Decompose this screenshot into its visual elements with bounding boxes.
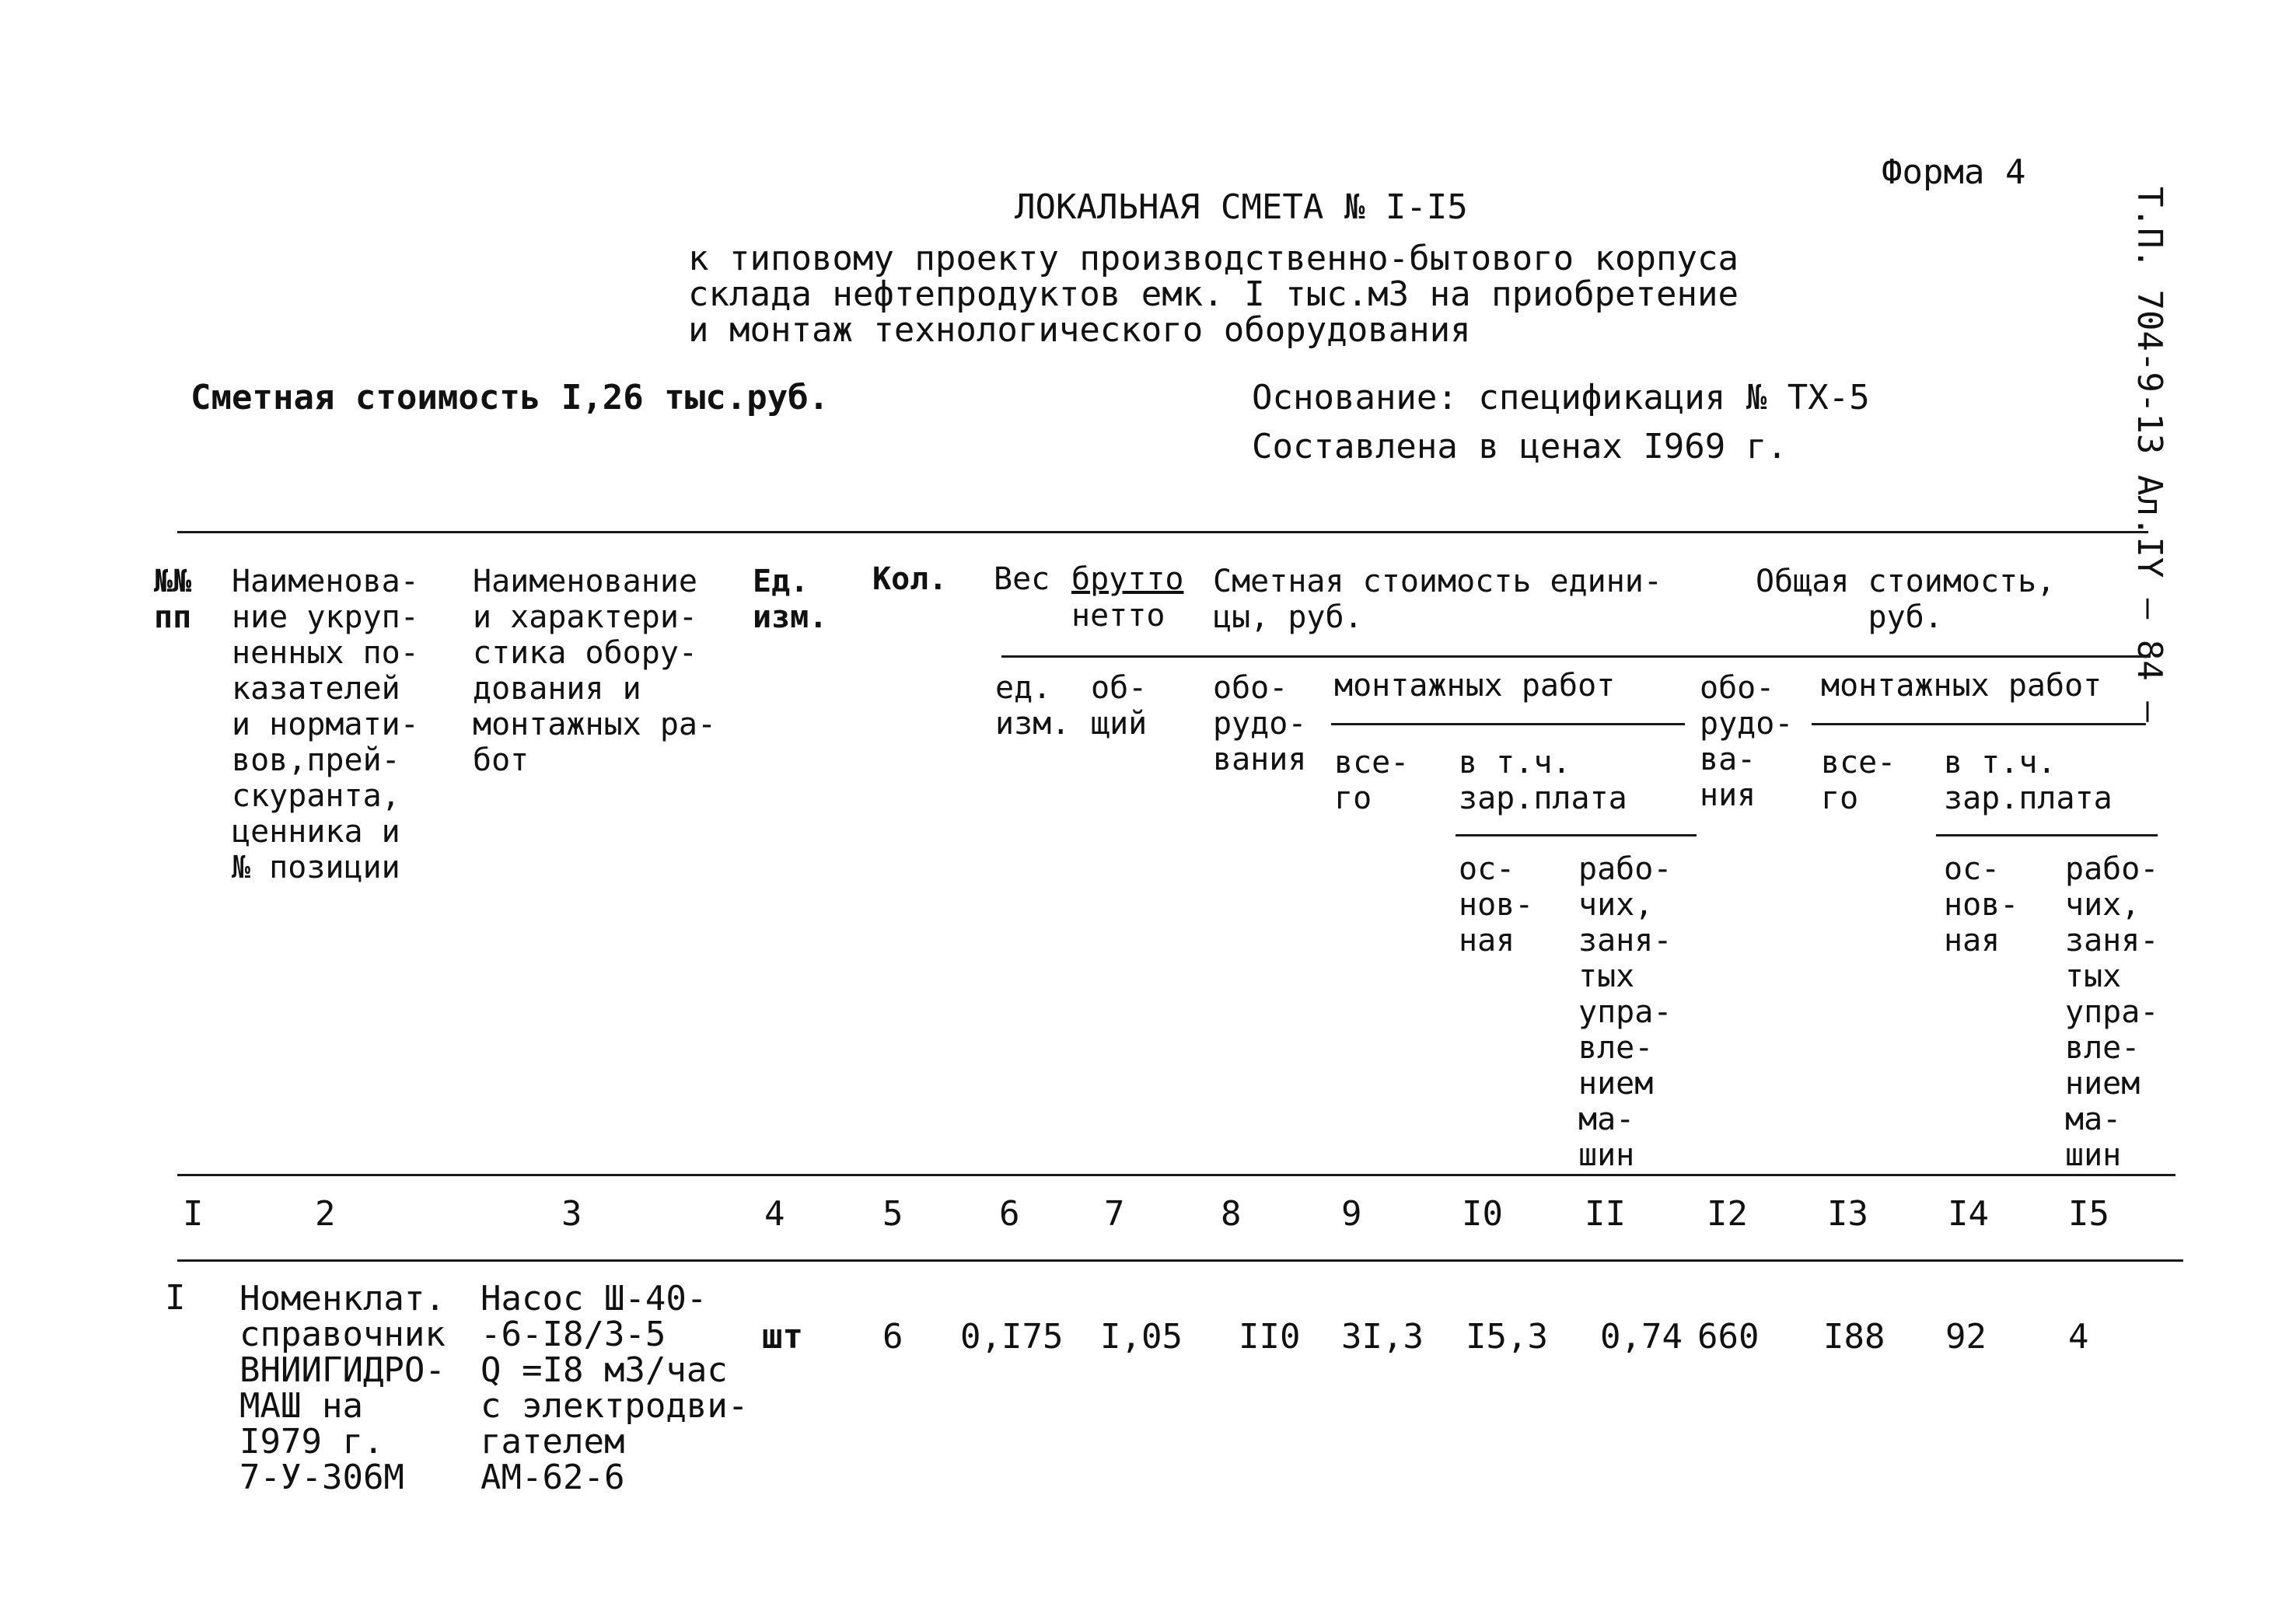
column-number: I0 — [1462, 1194, 1503, 1234]
total-all-header: все- го — [1821, 745, 1896, 816]
weight-label: Вес — [994, 561, 1050, 597]
col-header-nn: №№ пп — [154, 564, 192, 635]
row-mount-all-total: I88 — [1823, 1317, 1885, 1357]
column-number: I5 — [2068, 1194, 2109, 1234]
header-bottom-rule — [177, 1174, 2175, 1176]
row-name: Насос Ш-40- -6-I8/3-5 Q =I8 м3/час с электродви- гателем АМ-62-6 — [481, 1279, 749, 1497]
column-number: I2 — [1707, 1194, 1748, 1234]
unit-mount-header: монтажных работ — [1334, 668, 1616, 704]
column-number: I — [183, 1194, 204, 1234]
table-top-rule — [177, 531, 2148, 533]
side-stamp: Т.П. 704-9-13 Ал.IY — 84 — — [2130, 187, 2169, 722]
unit-cost-header: Сметная стоимость едини- цы, руб. — [1213, 564, 1662, 635]
form-number: Форма 4 — [1882, 152, 2026, 192]
weight-total-header: об- щий — [1091, 670, 1148, 742]
column-number: 5 — [882, 1194, 903, 1234]
unit-cost-subrule — [1001, 655, 2151, 658]
row-workers-unit: 0,74 — [1600, 1317, 1683, 1357]
column-number: 6 — [999, 1194, 1020, 1234]
total-wages-header: в т.ч. зар.плата — [1944, 745, 2113, 816]
basis-line: Основание: спецификация № ТХ-5 — [1252, 378, 1870, 417]
column-number: 3 — [561, 1194, 582, 1234]
total-cost-header: Общая стоимость, руб. — [1756, 564, 2056, 635]
row-unit: шт — [762, 1317, 803, 1357]
mount-rule-left — [1331, 723, 1685, 725]
row-basic-wage-total: 92 — [1945, 1317, 1987, 1357]
column-number: 7 — [1104, 1194, 1125, 1234]
row-reference: Номенклат. справочник ВНИИГИДРО- МАШ на I979 г. 7-У-306М — [239, 1279, 446, 1497]
weight-netto: нетто — [1071, 598, 1165, 634]
total-workers-header: рабо- чих, заня- тых упра- вле- нием ма- шин — [2065, 851, 2159, 1173]
numbers-bottom-rule — [177, 1259, 2183, 1262]
weight-brutto: брутто — [1071, 561, 1184, 597]
column-number: 8 — [1221, 1194, 1242, 1234]
column-number: II — [1585, 1194, 1626, 1234]
document-subtitle: к типовому проекту производственно-бытового корпуса склада нефтепродуктов емк. I тыс.м3 на приобретение и монтаж технологического оборудования — [688, 239, 1739, 350]
mount-rule-right — [1812, 723, 2146, 725]
total-equipment-header: обо- рудо- ва- ния — [1700, 670, 1794, 813]
unit-wages-header: в т.ч. зар.плата — [1459, 745, 1627, 816]
wages-rule-right — [1936, 834, 2158, 836]
unit-all-header: все- го — [1334, 745, 1410, 816]
weight-unit-header: ед. изм. — [995, 670, 1071, 742]
row-weight-unit: 0,I75 — [960, 1317, 1064, 1357]
unit-workers-header: рабо- чих, заня- тых упра- вле- нием ма- шин — [1578, 851, 1672, 1173]
unit-equipment-header: обо- рудо- вания — [1213, 670, 1307, 777]
row-number: I — [165, 1278, 186, 1318]
col-header-reference: Наименова- ние укруп- ненных по- казателей и нормати- вов,прей- скуранта, ценника и № позиции — [232, 564, 419, 885]
column-number: I3 — [1827, 1194, 1868, 1234]
col-header-unit: Ед. изм. — [753, 564, 828, 635]
row-equipment-total: 660 — [1697, 1317, 1760, 1357]
document-title: ЛОКАЛЬНАЯ СМЕТА № I-I5 — [1015, 187, 1468, 227]
row-basic-wage-unit: I5,3 — [1466, 1317, 1548, 1357]
column-number: I4 — [1948, 1194, 1989, 1234]
col-header-qty: Кол. — [872, 561, 948, 597]
column-number: 2 — [315, 1194, 336, 1234]
total-basic-header: ос- нов- ная — [1944, 851, 2019, 959]
estimated-cost: Сметная стоимость I,26 тыс.руб. — [190, 378, 830, 417]
unit-basic-header: ос- нов- ная — [1459, 851, 1534, 959]
total-mount-header: монтажных работ — [1821, 668, 2102, 704]
row-mount-all-unit: 3I,3 — [1341, 1317, 1424, 1357]
prices-line: Составлена в ценах I969 г. — [1252, 427, 1788, 466]
row-equipment-unit: II0 — [1239, 1317, 1301, 1357]
row-weight-total: I,05 — [1100, 1317, 1183, 1357]
wages-rule-left — [1456, 834, 1697, 836]
col-header-name: Наименование и характери- стика обору- дования и монтажных ра- бот — [473, 564, 717, 778]
row-workers-total: 4 — [2068, 1317, 2089, 1357]
column-number: 4 — [764, 1194, 785, 1234]
row-qty: 6 — [882, 1317, 903, 1357]
column-number: 9 — [1341, 1194, 1362, 1234]
